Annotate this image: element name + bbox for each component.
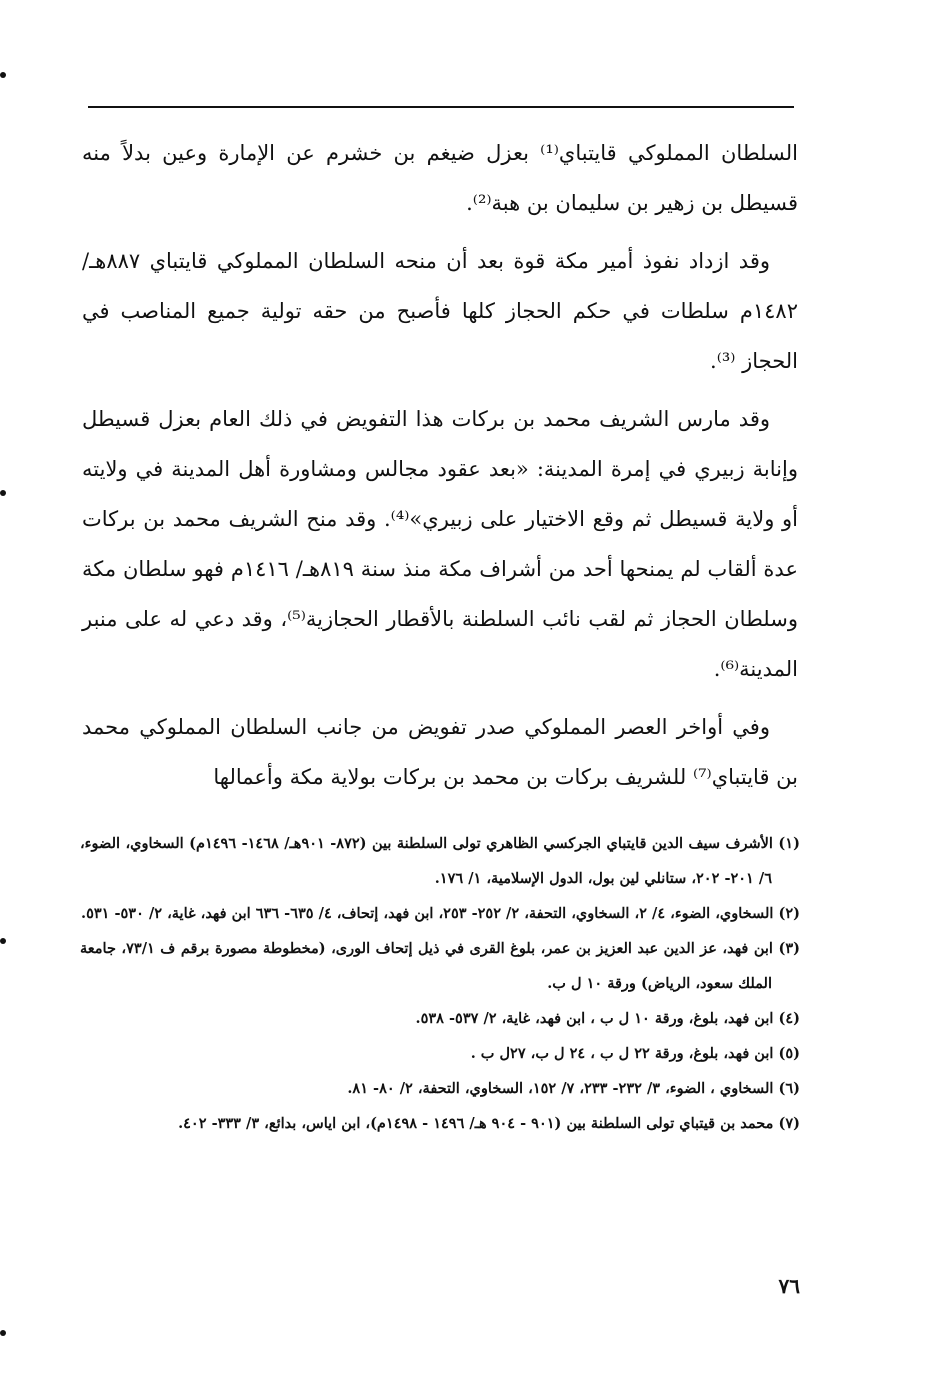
- footnote-2: (٢) السخاوي، الضوء، ٤/ ٢، السخاوي، التحفة، ٢/ ٢٥٢- ٢٥٣، ابن فهد، إتحاف، ٤/ ٦٣٥- ٦٣٦ ابن فهد، غاية، ٢/ ٥٣٠- ٥٣١.: [81, 905, 800, 922]
- paragraph-2: وقد ازداد نفوذ أمير مكة قوة بعد أن منحه السلطان المملوكي قايتباي ٨٨٧هـ/ ١٤٨٢م سلطات في حكم الحجاز كلها فأصبح من حقه تولية جميع المناصب في الحجاز ⁽³⁾.: [82, 249, 798, 373]
- paragraph-4: وفي أواخر العصر المملوكي صدر تفويض من جانب السلطان المملوكي محمد بن قايتباي⁽⁷⁾ للشريف بركات بن محمد بن بركات بولاية مكة وأعمالها: [82, 715, 798, 789]
- page-number: ٧٦: [778, 1274, 800, 1298]
- footnote-5: (٥) ابن فهد، بلوغ، ورقة ٢٢ ل ب ، ٢٤ ل ب، ٢٧ل ب .: [470, 1045, 800, 1062]
- main-text: [82, 128, 798, 810]
- footnote-6: (٦) السخاوي ، الضوء، ٣/ ٢٣٢- ٢٣٣، ٧/ ١٥٢، السخاوي، التحفة، ٢/ ٨٠- ٨١.: [347, 1080, 800, 1097]
- header-rule: [88, 106, 794, 108]
- scan-mark: [0, 72, 6, 78]
- footnotes: [80, 826, 800, 1141]
- paragraph-3: وقد مارس الشريف محمد بن بركات هذا التفويض في ذلك العام بعزل قسيطل وإنابة زبيري في إمرة المدينة: «بعد عقود مجالس ومشاورة أهل المدينة في ولايته أو ولاية قسيطل ثم وقع الاختيار على زبيري»⁽⁴⁾. وقد منح الشريف محمد بن بركات عدة ألقاب لم يمنحها أحد من أشراف مكة منذ سنة ٨١٩هـ/ ١٤١٦م فهو سلطان مكة وسلطان الحجاز ثم لقب نائب السلطنة بالأقطار الحجازية⁽⁵⁾، وقد دعي له على منبر المدينة⁽⁶⁾.: [82, 407, 799, 681]
- scan-mark: [0, 1330, 6, 1336]
- footnote-4: (٤) ابن فهد، بلوغ، ورقة ١٠ ل ب ، ابن فهد، غاية، ٢/ ٥٣٧- ٥٣٨.: [415, 1010, 800, 1027]
- scan-mark: [0, 938, 6, 944]
- scan-mark: [0, 490, 6, 496]
- footnote-1: (١) الأشرف سيف الدين قايتباي الجركسي الظاهري تولى السلطنة بين (٨٧٢- ٩٠١هـ/ ١٤٦٨- ١٤٩٦م) السخاوي، الضوء، ٦/ ٢٠١- ٢٠٢، ستانلي لين بول، الدول الإسلامية، ١/ ١٧٦.: [80, 835, 800, 887]
- footnote-7: (٧) محمد بن قيتباي تولى السلطنة بين (٩٠١ - ٩٠٤ هـ/ ١٤٩٦ - ١٤٩٨م)، ابن اياس، بدائع، ٣/ ٣٣٣- ٤٠٢.: [178, 1115, 800, 1132]
- paragraph-1: السلطان المملوكي قايتباي⁽¹⁾ بعزل ضيغم بن خشرم عن الإمارة وعين بدلاً منه قسيطل بن زهير بن سليمان بن هبة⁽²⁾.: [82, 141, 798, 215]
- footnote-3: (٣) ابن فهد، عز الدين عبد العزيز بن عمر، بلوغ القرى في ذيل إتحاف الورى، (مخطوطة مصورة برقم ف ٧٣/١، جامعة الملك سعود، الرياض) ورقة ١٠ ل ب.: [80, 940, 800, 992]
